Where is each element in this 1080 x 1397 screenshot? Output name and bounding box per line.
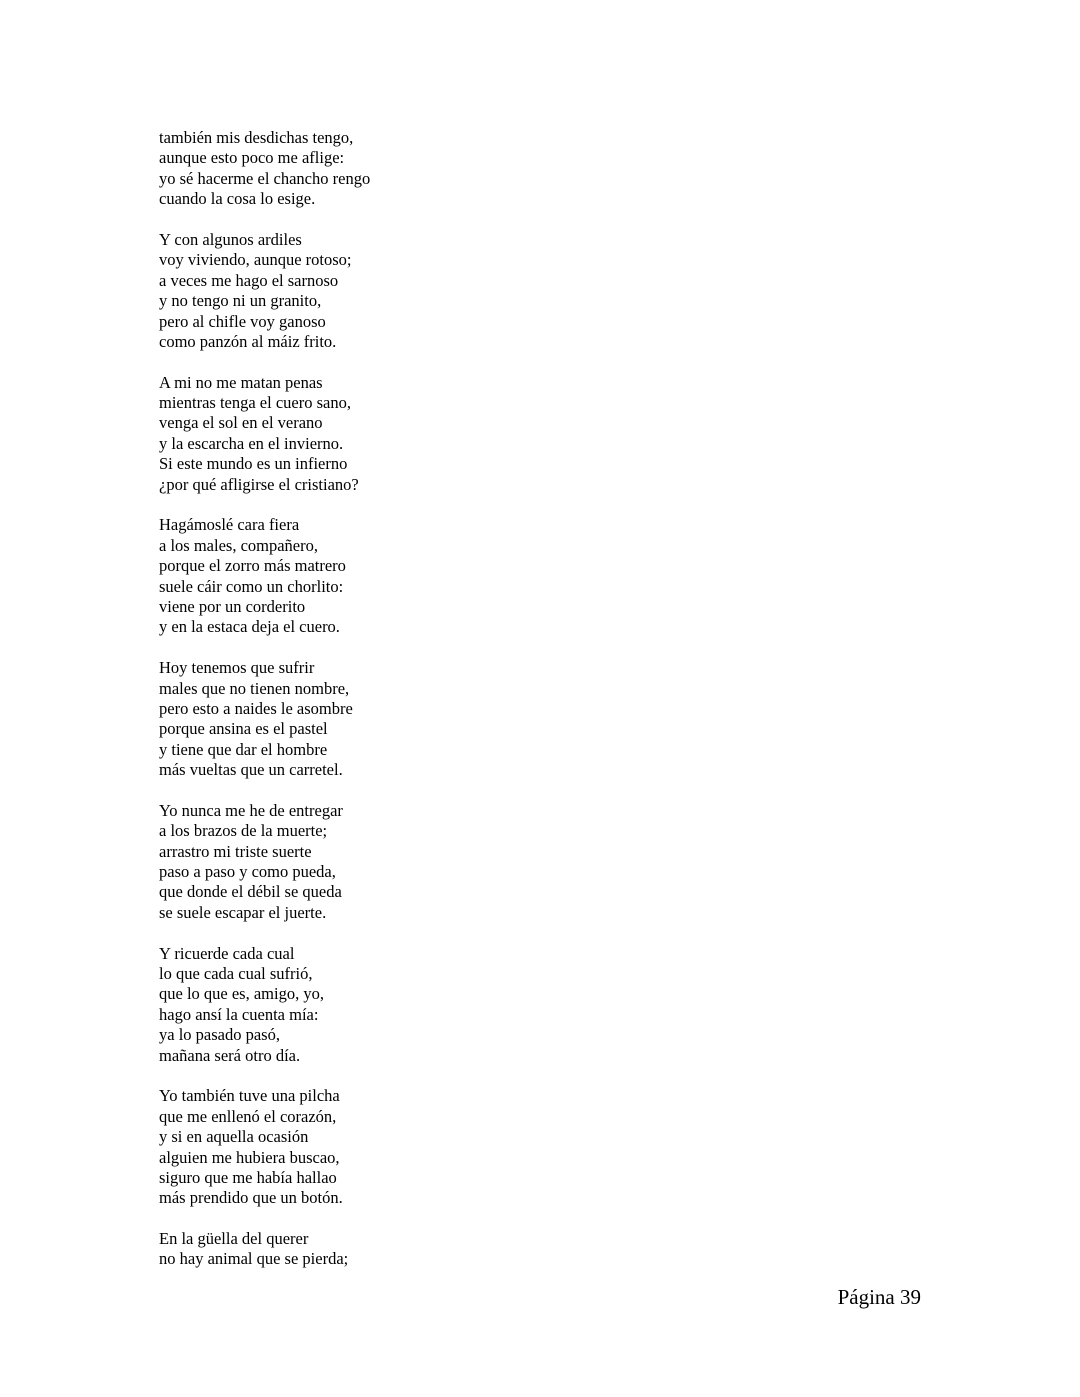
verse-line: y en la estaca deja el cuero.: [159, 617, 340, 637]
verse-line: que lo que es, amigo, yo,: [159, 984, 324, 1004]
verse-line: pero esto a naides le asombre: [159, 698, 353, 718]
verse-line: viene por un corderito: [159, 596, 306, 616]
verse-line: a los brazos de la muerte;: [159, 821, 328, 841]
verse-line: paso a paso y como pueda,: [159, 862, 336, 882]
verse-line: siguro que me había hallao: [159, 1167, 337, 1187]
stanza: [159, 944, 659, 1066]
stanza: [159, 658, 659, 780]
verse-line: Hoy tenemos que sufrir: [159, 658, 315, 678]
verse-line: y la escarcha en el invierno.: [159, 433, 344, 453]
verse-line: Y con algunos ardiles: [159, 229, 302, 249]
verse-line: A mi no me matan penas: [159, 372, 323, 392]
verse-line: males que no tienen nombre,: [159, 678, 350, 698]
verse-line: a veces me hago el sarnoso: [159, 270, 339, 290]
verse-line: y tiene que dar el hombre: [159, 739, 328, 759]
verse-line: pero al chifle voy ganoso: [159, 311, 326, 331]
verse-line: más prendido que un botón.: [159, 1188, 343, 1208]
verse-line: voy viviendo, aunque rotoso;: [159, 250, 352, 270]
verse-line: mientras tenga el cuero sano,: [159, 393, 351, 413]
verse-line: cuando la cosa lo esige.: [159, 189, 316, 209]
verse-line: ya lo pasado pasó,: [159, 1025, 280, 1045]
verse-line: también mis desdichas tengo,: [159, 128, 354, 147]
verse-line: como panzón al máiz frito.: [159, 331, 337, 351]
verse-line: hago ansí la cuenta mía:: [159, 1004, 319, 1024]
stanza: [159, 373, 659, 495]
verse-line: En la güella del querer: [159, 1229, 309, 1249]
verse-line: ¿por qué afligirse el cristiano?: [159, 474, 359, 494]
verse-line: mañana será otro día.: [159, 1045, 301, 1065]
page-number: Página 39: [837, 1285, 921, 1309]
verse-line: porque el zorro más matrero: [159, 556, 346, 576]
verse-line: Yo también tuve una pilcha: [159, 1086, 340, 1106]
poem-body: [159, 128, 659, 1290]
verse-line: no hay animal que se pierda;: [159, 1249, 349, 1269]
verse-line: y no tengo ni un granito,: [159, 291, 322, 311]
verse-line: Y ricuerde cada cual: [159, 943, 295, 963]
verse-line: a los males, compañero,: [159, 535, 318, 555]
stanza: [159, 230, 659, 352]
verse-line: Hagámoslé cara fiera: [159, 515, 300, 535]
verse-line: que donde el débil se queda: [159, 882, 342, 902]
stanza: [159, 1086, 659, 1208]
verse-line: porque ansina es el pastel: [159, 719, 328, 739]
verse-line: lo que cada cual sufrió,: [159, 964, 313, 984]
verse-line: Yo nunca me he de entregar: [159, 800, 343, 820]
stanza: [159, 1229, 659, 1270]
verse-line: yo sé hacerme el chancho rengo: [159, 168, 371, 188]
verse-line: más vueltas que un carretel.: [159, 760, 343, 780]
verse-line: arrastro mi triste suerte: [159, 841, 312, 861]
verse-line: suele cáir como un chorlito:: [159, 576, 344, 596]
stanza: [159, 515, 659, 637]
verse-line: alguien me hubiera buscao,: [159, 1147, 340, 1167]
verse-line: y si en aquella ocasión: [159, 1127, 309, 1147]
verse-line: aunque esto poco me aflige:: [159, 148, 345, 168]
verse-line: se suele escapar el juerte.: [159, 902, 327, 922]
stanza: [159, 128, 659, 210]
verse-line: que me enllenó el corazón,: [159, 1106, 337, 1126]
verse-line: Si este mundo es un infierno: [159, 454, 348, 474]
stanza: [159, 801, 659, 923]
verse-line: venga el sol en el verano: [159, 413, 323, 433]
